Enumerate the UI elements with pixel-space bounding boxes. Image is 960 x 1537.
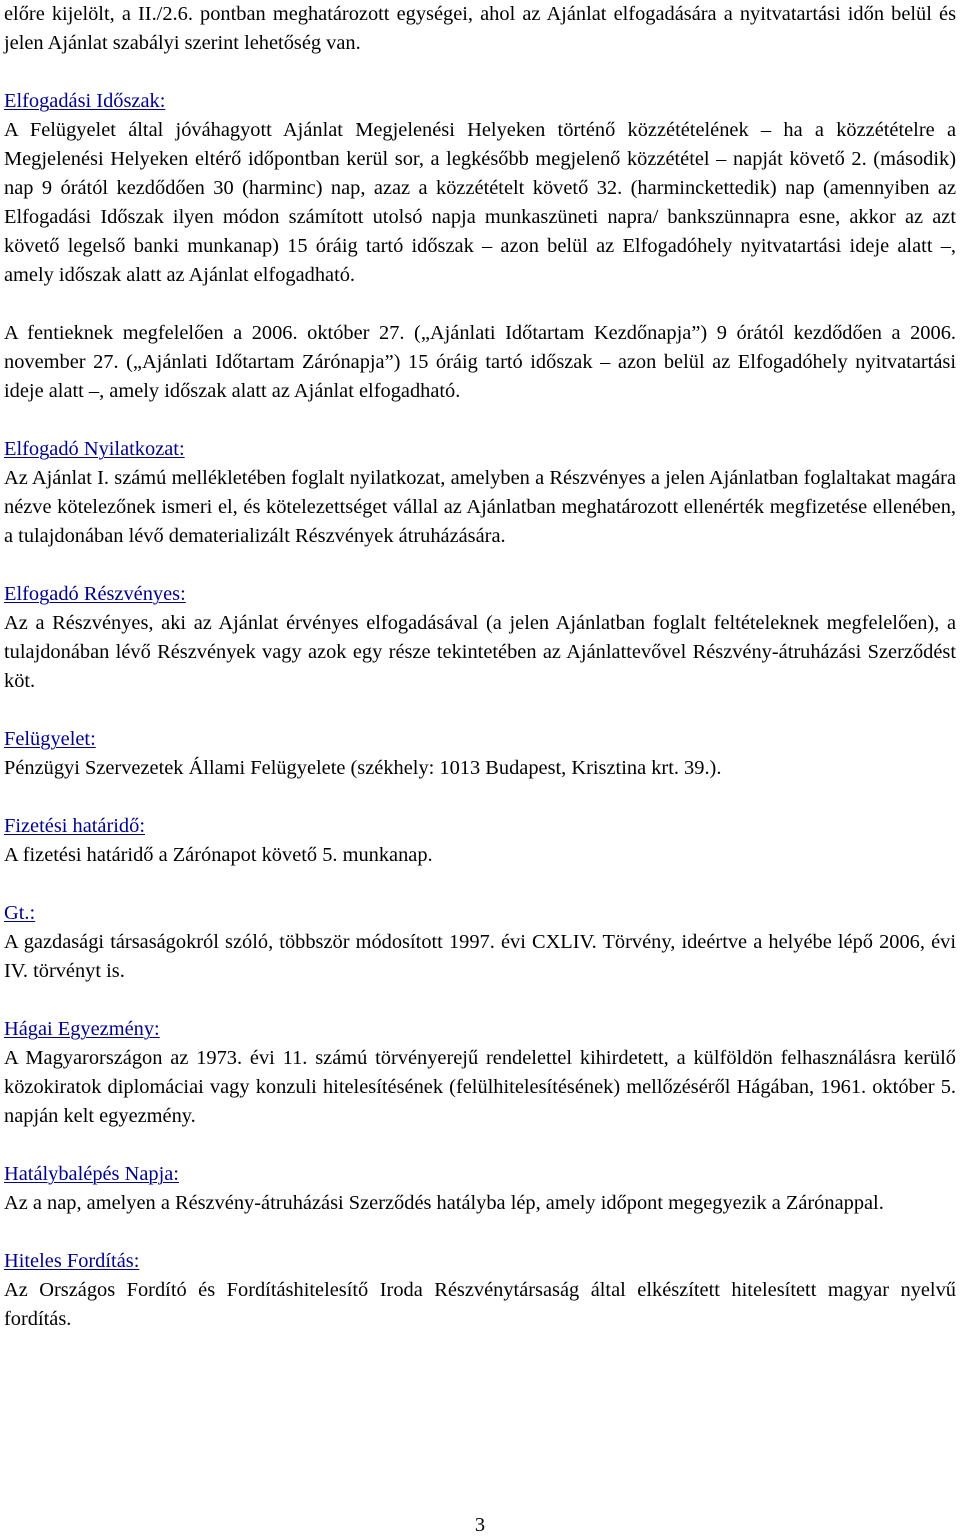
section-paragraph: Az Ajánlat I. számú mellékletében foglalt nyilatkozat, amelyben a Részvényes a jelen Ajánlatban foglaltakat magára nézve kötelezőnek ismeri el, és kötelezettséget vállal az Ajánlatban meghatározott ellenérték megfizetése ellenében, a tulajdonában lévő dematerializált Részvények átruházására.: [4, 467, 956, 547]
section-heading-hiteles-forditas: Hiteles Fordítás:: [4, 1250, 140, 1272]
section-paragraph: A Magyarországon az 1973. évi 11. számú törvényerejű rendelettel kihirdetett, a külföldön felhasználásra kerülő közokiratok diplomáciai vagy konzuli hitelesítésének (felülhitelesítésének) mellőzéséről Hágában, 1961. október 5. napján kelt egyezmény.: [4, 1047, 956, 1127]
section-heading-elfogado-reszvenyes: Elfogadó Részvényes:: [4, 583, 186, 605]
section-heading-fizetesi-hatarido: Fizetési határidő:: [4, 815, 145, 837]
section-paragraph: A gazdasági társaságokról szóló, többször módosított 1997. évi CXLIV. Törvény, ideértve a helyébe lépő 2006, évi IV. törvényt is.: [4, 931, 956, 982]
section-paragraph: A fentieknek megfelelően a 2006. október 27. („Ajánlati Időtartam Kezdőnapja”) 9 órától kezdődően a 2006. november 27. („Ajánlati Időtartam Zárónapja”) 15 óráig tartó időszak – azon belül az Elfogadóhely nyitvatartási ideje alatt –, amely időszak alatt az Ajánlat elfogadható.: [4, 322, 956, 402]
section-paragraph: A Felügyelet által jóváhagyott Ajánlat Megjelenési Helyeken történő közzétételének – ha a közzétételre a Megjelenési Helyeken eltérő időpontban kerül sor, a legkésőbb megjelenő közzététel – napját követő 2. (második) nap 9 órától kezdődően 30 (harminc) nap, azaz a közzétételt követő 32. (harminckettedik) nap (amennyiben az Elfogadási Időszak ilyen módon számított utolsó napja munkaszüneti napra/ bankszünnapra esne, akkor az azt követő legelső banki munkanap) 15 óráig tartó időszak – azon belül az Elfogadóhely nyitvatartási ideje alatt –, amely időszak alatt az Ajánlat elfogadható.: [4, 119, 956, 286]
section-paragraph: Az a nap, amelyen a Részvény-átruházási Szerződés hatályba lép, amely időpont megegyezik a Zárónappal.: [4, 1192, 884, 1214]
section-heading-hagai-egyezmeny: Hágai Egyezmény:: [4, 1018, 160, 1040]
section-heading-felugyelet: Felügyelet:: [4, 728, 96, 750]
section-paragraph: Pénzügyi Szervezetek Állami Felügyelete (székhely: 1013 Budapest, Krisztina krt. 39.).: [4, 757, 722, 779]
section-heading-hatalybalepes-napja: Hatálybalépés Napja:: [4, 1163, 179, 1185]
section-paragraph: Az a Részvényes, aki az Ajánlat érvényes elfogadásával (a jelen Ajánlatban foglalt feltételeknek megfelelően), a tulajdonában lévő Részvények vagy azok egy része tekintetében az Ajánlattevővel Részvény-átruházási Szerződést köt.: [4, 612, 956, 692]
page-number: 3: [474, 1514, 486, 1536]
section-paragraph: Az Országos Fordító és Fordításhitelesítő Iroda Részvénytársaság által elkészített hitelesített magyar nyelvű fordítás.: [4, 1279, 956, 1330]
document-page: [4, 0, 956, 1334]
section-heading-elfogadasi-idoszak: Elfogadási Időszak:: [4, 90, 166, 112]
section-heading-gt: Gt.:: [4, 902, 36, 924]
section-heading-elfogado-nyilatkozat: Elfogadó Nyilatkozat:: [4, 438, 185, 460]
section-paragraph: A fizetési határidő a Zárónapot követő 5. munkanap.: [4, 844, 433, 866]
intro-paragraph: előre kijelölt, a II./2.6. pontban meghatározott egységei, ahol az Ajánlat elfogadására a nyitvatartási időn belül és jelen Ajánlat szabályi szerint lehetőség van.: [4, 3, 956, 54]
